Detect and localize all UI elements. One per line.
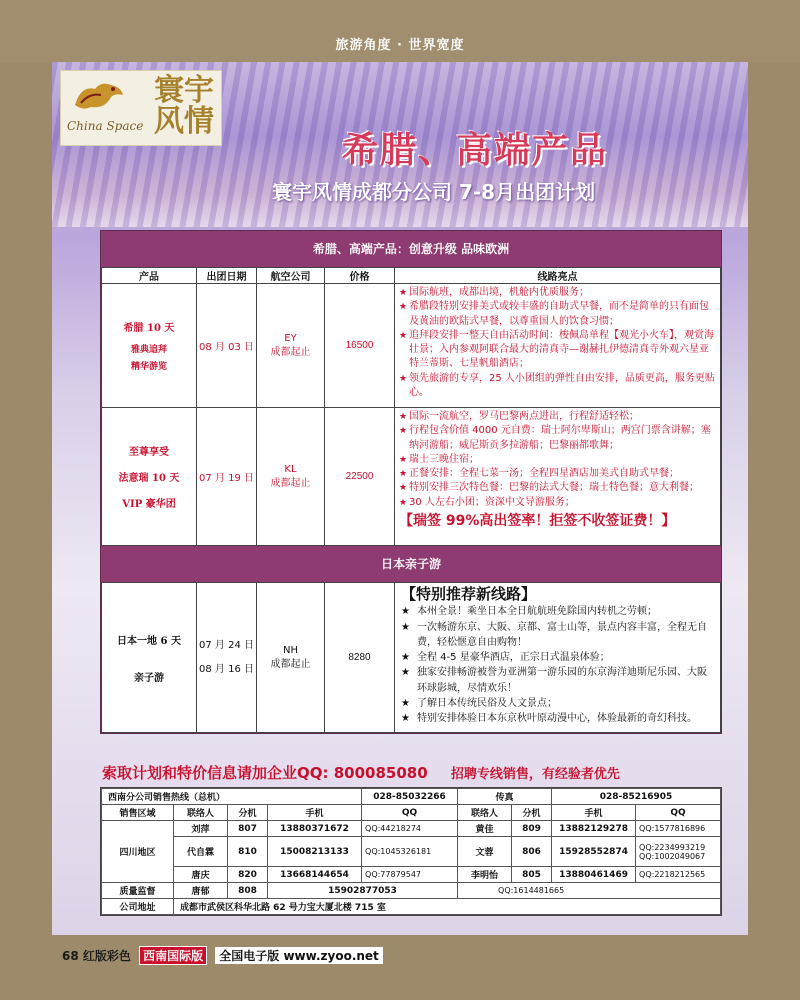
header-date: 出团日期 (197, 268, 257, 284)
product-name: 至尊享受 (129, 447, 169, 458)
table-row (102, 583, 721, 733)
col-region: 销售区域 (102, 805, 174, 821)
product-name: 法意瑞 10 天 (118, 473, 180, 484)
col-ext: 分机 (512, 805, 552, 821)
contact-mobile: 13880461469 (552, 867, 636, 883)
hero-banner (52, 62, 748, 227)
contact-person: 代自霖 (174, 837, 228, 867)
header-airline: 航空公司 (257, 268, 325, 284)
section-label: 红版彩色 (82, 949, 131, 963)
feature-item: ★ 30 人左右小团；资深中文导游服务； (399, 496, 716, 510)
qq-promo: 索取计划和特价信息请加企业QQ: 800085080 (102, 764, 428, 782)
table-row (102, 408, 721, 546)
product-name: 日本一地 6 天 (117, 635, 181, 647)
airline-code: KL (284, 463, 297, 475)
page-footer (0, 935, 800, 1000)
date-cell: 08 月 03 日 (197, 284, 257, 408)
contact-person: 李明怡 (458, 867, 512, 883)
contact-ext: 805 (512, 867, 552, 883)
qq-number: QQ:2234993219 (639, 842, 706, 852)
contact-ext: 806 (512, 837, 552, 867)
features-cell (395, 583, 721, 733)
airline-code: NH (283, 644, 298, 656)
contact-qq: QQ:1045326181 (362, 837, 458, 867)
table-row (102, 899, 721, 915)
col-ext: 分机 (228, 805, 268, 821)
address-label: 公司地址 (102, 899, 174, 915)
quality-qq: QQ:1614481665 (458, 883, 721, 899)
hiring-promo: 招聘专线销售，有经验者优先 (450, 767, 620, 782)
product-sub: 雅典追拜 (130, 345, 167, 355)
hero-title: 希腊、高端产品 (341, 130, 608, 171)
quality-mobile: 15902877053 (268, 883, 458, 899)
logo-chinese-text: 寰宇风情 (154, 73, 214, 139)
departure-date: 08 月 16 日 (199, 663, 254, 675)
contact-qq: QQ:44218274 (362, 821, 458, 837)
contact-mobile: 13668144654 (268, 867, 362, 883)
qq-number: QQ:1002049067 (639, 851, 706, 861)
itinerary-table (101, 267, 721, 546)
contact-qq (636, 837, 721, 867)
col-qq: QQ (636, 805, 721, 821)
date-cell: 07 月 19 日 (197, 408, 257, 546)
quality-person: 唐郁 (174, 883, 228, 899)
airline-cell (257, 284, 325, 408)
departure-city: 成都起止 (270, 658, 311, 670)
product-name: VIP 豪华团 (122, 499, 176, 510)
feature-item: ★ 一次畅游东京、大阪、京都、富士山等，景点内容丰富，全程无自费，轻松惬意自由购物！ (401, 620, 714, 651)
ebook-link[interactable]: 全国电子版 www.zyoo.net (215, 947, 383, 964)
header-features: 线路亮点 (395, 268, 721, 284)
table-row (102, 821, 721, 837)
contact-mobile: 13880371672 (268, 821, 362, 837)
contact-ext: 820 (228, 867, 268, 883)
japan-table (101, 582, 721, 733)
airline-cell (257, 583, 325, 733)
table-header-row (102, 268, 721, 284)
feature-item: ★ 行程包含价值 4000 元自费：瑞士阿尔卑斯山；两宫门票含讲解；塞纳河游船；威尼斯贡多拉游船；巴黎丽都歌舞； (399, 424, 716, 453)
price-cell: 16500 (325, 284, 395, 408)
hero-subtitle: 寰宇风情成都分公司 7-8月出团计划 (272, 180, 596, 204)
feature-item: ★ 国际一流航空，罗马巴黎两点进出，行程舒适轻松； (399, 410, 716, 424)
ad-page (52, 62, 748, 935)
airline-cell (257, 408, 325, 546)
price-cell: 22500 (325, 408, 395, 546)
product-cell (102, 408, 197, 546)
fax-number: 028-85216905 (552, 789, 721, 805)
page-number: 68 (62, 949, 79, 963)
contact-person: 文蓉 (458, 837, 512, 867)
contact-ext: 810 (228, 837, 268, 867)
promo-line (102, 762, 742, 783)
feature-item: ★ 希腊段特别安排美式或较丰盛的自助式早餐，而不是简单的只有面包及黄油的欧陆式早餐，以尊重国人的饮食习惯； (399, 300, 716, 329)
col-qq: QQ (362, 805, 458, 821)
table-row (102, 284, 721, 408)
horse-logo-icon (71, 79, 126, 113)
hotline-number: 028-85032266 (362, 789, 458, 805)
contact-qq: QQ:1577816896 (636, 821, 721, 837)
features-cell (395, 284, 721, 408)
contact-person: 黄佳 (458, 821, 512, 837)
feature-item: ★ 独家安排畅游被誉为亚洲第一游乐园的东京海洋迪斯尼乐园、大阪环球影城，尽情欢乐！ (401, 665, 714, 696)
contact-qq: QQ:77879547 (362, 867, 458, 883)
product-cell (102, 284, 197, 408)
contact-table-frame (100, 787, 722, 916)
price-cell: 8280 (325, 583, 395, 733)
feature-item: ★ 了解日本传统民俗及人文景点； (401, 696, 714, 711)
table-row (102, 883, 721, 899)
quality-label: 质量监督 (102, 883, 174, 899)
contact-qq: QQ:2218212565 (636, 867, 721, 883)
brand-badge: 西南国际版 (139, 946, 207, 965)
contact-person: 唐庆 (174, 867, 228, 883)
header-product: 产品 (102, 268, 197, 284)
address-value: 成都市武侯区科华北路 62 号力宝大厦北楼 715 室 (174, 899, 721, 915)
contact-mobile: 15928552874 (552, 837, 636, 867)
contact-mobile: 15008213133 (268, 837, 362, 867)
footer-bar (62, 946, 383, 965)
itinerary-table-frame (100, 230, 722, 734)
feature-item: ★ 本州全景！乘坐日本全日航航班免除国内转机之劳顿； (401, 604, 714, 619)
feature-item: ★ 全程 4-5 星豪华酒店，正宗日式温泉体验； (401, 650, 714, 665)
contact-person: 刘萍 (174, 821, 228, 837)
feature-item: ★ 追拜段安排一整天自由活动时间：梭佩岛单程【观光小火车】，观赏海壮景；入内参观阿联合最大的清真寺—谢赫扎伊德清真寺外观六星亚特兰蒂斯、七星帆船酒店； (399, 329, 716, 372)
col-mobile: 手机 (268, 805, 362, 821)
feature-item: ★ 正餐安排：全程七菜一汤；全程四星酒店加美式自助式早餐； (399, 467, 716, 481)
feature-item: ★ 瑞士三晚住宿； (399, 453, 716, 467)
contact-ext: 807 (228, 821, 268, 837)
contact-table (101, 788, 721, 915)
feature-item: ★ 领先旅游的专享，25 人小团组的弹性自由安排，品质更高，服务更贴心。 (399, 372, 716, 401)
feature-item: ★ 特别安排体验日本东京秋叶原动漫中心，体验最新的奇幻科技。 (401, 711, 714, 726)
logo-english-text: China Space (67, 119, 144, 133)
product-name: 希腊 10 天 (123, 323, 175, 334)
magazine-banner: 旅游角度 · 世界宽度 (0, 0, 800, 62)
product-cell (102, 583, 197, 733)
header-price: 价格 (325, 268, 395, 284)
contact-mobile: 13882129278 (552, 821, 636, 837)
section-heading-greece: 希腊、高端产品：创意升级 品味欧洲 (101, 231, 721, 267)
date-cell (197, 583, 257, 733)
quality-ext: 808 (228, 883, 268, 899)
departure-city: 成都起止 (270, 346, 311, 358)
departure-date: 07 月 24 日 (199, 639, 254, 651)
feature-item: ★ 特别安排三次特色餐：巴黎的法式大餐；瑞士特色餐；意大利餐； (399, 481, 716, 495)
product-sub: 精华游览 (130, 362, 167, 372)
recommend-heading: 【特别推荐新线路】 (401, 585, 537, 603)
feature-item: ★ 国际航班，成都出境，机舱内优质服务； (399, 286, 716, 300)
hotline-label: 西南分公司销售热线（总机） (102, 789, 362, 805)
visa-guarantee: 【瑞签 99%高出签率！拒签不收签证费！】 (399, 513, 676, 530)
region-cell: 四川地区 (102, 821, 174, 883)
col-person: 联络人 (174, 805, 228, 821)
product-name: 亲子游 (134, 672, 164, 684)
contact-ext: 809 (512, 821, 552, 837)
section-heading-japan: 日本亲子游 (101, 546, 721, 582)
fax-label: 传真 (458, 789, 552, 805)
col-mobile: 手机 (552, 805, 636, 821)
table-row (102, 837, 721, 867)
table-row (102, 867, 721, 883)
departure-city: 成都起止 (270, 477, 311, 489)
features-cell (395, 408, 721, 546)
airline-code: EY (284, 332, 297, 344)
col-person: 联络人 (458, 805, 512, 821)
